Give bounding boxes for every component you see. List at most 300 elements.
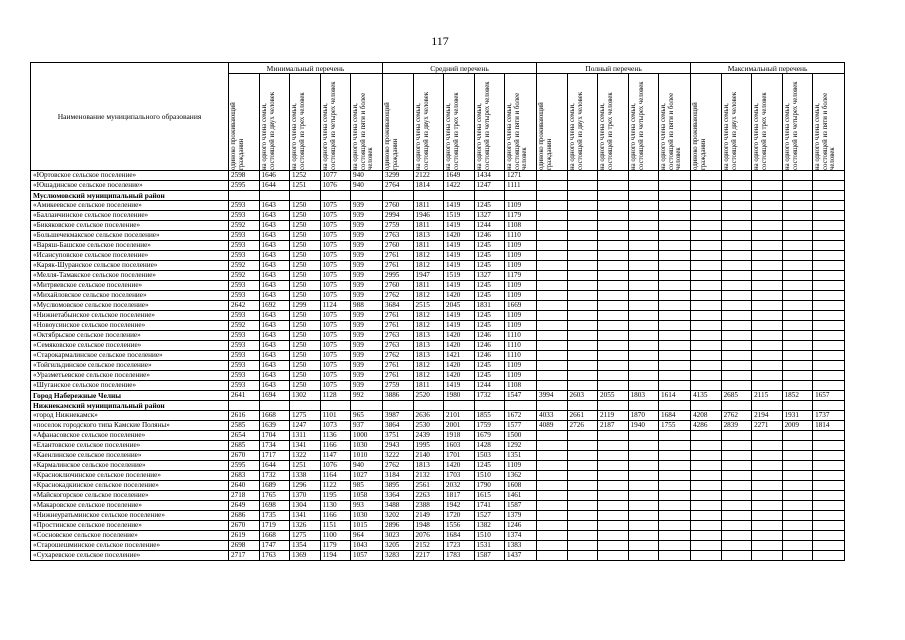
value-cell: 1419 xyxy=(444,201,475,211)
value-cell xyxy=(567,191,598,201)
value-cell: 1275 xyxy=(290,531,321,541)
value-cell xyxy=(752,221,783,231)
value-cell: 1747 xyxy=(259,541,290,551)
value-cell: 2636 xyxy=(413,411,444,421)
value-cell: 2839 xyxy=(721,421,752,431)
value-cell: 2593 xyxy=(229,371,260,381)
value-cell: 939 xyxy=(351,321,383,331)
value-cell: 2603 xyxy=(567,391,598,401)
value-cell xyxy=(659,471,691,481)
value-cell: 3299 xyxy=(383,171,414,181)
municipality-name: «Михайловское сельское поселение» xyxy=(31,291,229,301)
value-cell: 1075 xyxy=(320,271,351,281)
subcolumn-header xyxy=(598,74,629,171)
value-cell: 1422 xyxy=(444,181,475,191)
value-cell: 1075 xyxy=(320,201,351,211)
value-cell: 3751 xyxy=(383,431,414,441)
value-cell: 1110 xyxy=(505,341,537,351)
value-cell: 1811 xyxy=(413,281,444,291)
value-cell xyxy=(628,241,659,251)
value-cell xyxy=(752,351,783,361)
value-cell: 3283 xyxy=(383,551,414,561)
value-cell xyxy=(659,451,691,461)
value-cell xyxy=(752,271,783,281)
value-cell xyxy=(598,461,629,471)
table-row xyxy=(31,431,845,441)
value-cell xyxy=(782,341,813,351)
value-cell: 2654 xyxy=(229,431,260,441)
value-cell: 2994 xyxy=(383,211,414,221)
value-cell: 1668 xyxy=(259,531,290,541)
value-cell: 1130 xyxy=(320,501,351,511)
value-cell xyxy=(537,471,568,481)
table-row xyxy=(31,491,845,501)
value-cell: 1010 xyxy=(351,451,383,461)
value-cell: 1527 xyxy=(474,511,505,521)
value-cell xyxy=(752,491,783,501)
value-cell: 1292 xyxy=(505,441,537,451)
value-cell: 2763 xyxy=(383,341,414,351)
value-cell: 988 xyxy=(351,301,383,311)
value-cell: 1615 xyxy=(474,491,505,501)
value-cell xyxy=(659,461,691,471)
value-cell xyxy=(752,441,783,451)
value-cell: 1271 xyxy=(505,171,537,181)
value-cell: 1741 xyxy=(474,501,505,511)
value-cell: 985 xyxy=(351,481,383,491)
value-cell xyxy=(598,451,629,461)
value-cell: 2661 xyxy=(567,411,598,421)
value-cell: 1684 xyxy=(444,531,475,541)
value-cell xyxy=(691,451,722,461)
value-cell: 1327 xyxy=(474,211,505,221)
value-cell xyxy=(628,301,659,311)
value-cell xyxy=(537,321,568,331)
value-cell xyxy=(567,431,598,441)
table-row xyxy=(31,481,845,491)
value-cell: 1077 xyxy=(320,171,351,181)
value-cell: 1643 xyxy=(259,271,290,281)
value-cell: 1643 xyxy=(259,201,290,211)
value-cell: 2593 xyxy=(229,231,260,241)
value-cell: 1419 xyxy=(444,261,475,271)
value-cell xyxy=(813,351,845,361)
value-cell: 1428 xyxy=(474,441,505,451)
subcolumn-header xyxy=(320,74,351,171)
value-cell: 1109 xyxy=(505,311,537,321)
value-cell xyxy=(567,281,598,291)
value-cell xyxy=(537,291,568,301)
value-cell xyxy=(537,261,568,271)
value-cell: 2670 xyxy=(229,521,260,531)
value-cell: 1420 xyxy=(444,291,475,301)
value-cell: 1109 xyxy=(505,241,537,251)
value-cell xyxy=(659,191,691,201)
value-cell xyxy=(752,541,783,551)
subcolumn-header xyxy=(659,74,691,171)
value-cell: 2119 xyxy=(598,411,629,421)
table-row xyxy=(31,241,845,251)
table-row xyxy=(31,451,845,461)
value-cell xyxy=(598,361,629,371)
value-cell xyxy=(752,261,783,271)
table-row xyxy=(31,351,845,361)
value-cell xyxy=(691,221,722,231)
value-cell: 3202 xyxy=(383,511,414,521)
value-cell: 2642 xyxy=(229,301,260,311)
value-cell: 1587 xyxy=(505,501,537,511)
table-row xyxy=(31,371,845,381)
value-cell: 2640 xyxy=(229,481,260,491)
table-row xyxy=(31,201,845,211)
value-cell xyxy=(598,371,629,381)
value-cell: 939 xyxy=(351,351,383,361)
value-cell: 1734 xyxy=(259,441,290,451)
value-cell: 940 xyxy=(351,461,383,471)
value-cell: 939 xyxy=(351,211,383,221)
value-cell xyxy=(567,341,598,351)
value-cell: 1369 xyxy=(290,551,321,561)
value-cell: 2132 xyxy=(413,471,444,481)
value-cell xyxy=(691,511,722,521)
value-cell xyxy=(413,191,444,201)
value-cell xyxy=(537,441,568,451)
subcolumn-header xyxy=(290,74,321,171)
value-cell xyxy=(567,181,598,191)
value-cell: 1547 xyxy=(505,391,537,401)
value-cell: 1639 xyxy=(259,421,290,431)
subcolumn-header xyxy=(351,74,383,171)
municipality-name: Город Набережные Челны xyxy=(31,391,229,401)
value-cell: 1030 xyxy=(351,511,383,521)
value-cell xyxy=(537,341,568,351)
value-cell: 1668 xyxy=(259,411,290,421)
value-cell: 1075 xyxy=(320,321,351,331)
subcolumn-header xyxy=(444,74,475,171)
value-cell: 939 xyxy=(351,251,383,261)
value-cell: 1783 xyxy=(444,551,475,561)
value-cell: 939 xyxy=(351,201,383,211)
value-cell xyxy=(752,401,783,411)
value-cell xyxy=(537,211,568,221)
value-cell xyxy=(721,381,752,391)
value-cell xyxy=(721,301,752,311)
value-cell xyxy=(721,311,752,321)
value-cell: 2718 xyxy=(229,491,260,501)
subcolumn-header xyxy=(537,74,568,171)
value-cell: 1341 xyxy=(290,441,321,451)
subcolumn-header-label: одиноко проживающий гражданин xyxy=(384,102,399,170)
value-cell xyxy=(567,331,598,341)
value-cell: 1250 xyxy=(290,321,321,331)
value-cell xyxy=(813,211,845,221)
value-cell: 1510 xyxy=(474,531,505,541)
value-cell xyxy=(598,191,629,201)
municipality-name: «Красноключинское сельское поселение» xyxy=(31,471,229,481)
value-cell xyxy=(752,361,783,371)
value-cell xyxy=(351,401,383,411)
value-cell xyxy=(537,301,568,311)
value-cell xyxy=(567,211,598,221)
value-cell xyxy=(537,251,568,261)
value-cell: 1735 xyxy=(259,511,290,521)
value-cell: 2761 xyxy=(383,311,414,321)
value-cell xyxy=(782,181,813,191)
value-cell: 939 xyxy=(351,381,383,391)
value-cell: 1250 xyxy=(290,281,321,291)
subcolumn-header-label: на одного члена семьи, состоящей из четырех человек xyxy=(629,81,645,170)
value-cell xyxy=(813,281,845,291)
value-cell: 1855 xyxy=(474,411,505,421)
value-cell: 1246 xyxy=(474,351,505,361)
value-cell xyxy=(691,321,722,331)
value-cell: 2763 xyxy=(383,331,414,341)
value-cell: 1043 xyxy=(351,541,383,551)
value-cell: 1075 xyxy=(320,371,351,381)
value-cell xyxy=(691,191,722,201)
municipality-name: «Новоусинское сельское поселение» xyxy=(31,321,229,331)
value-cell: 1643 xyxy=(259,331,290,341)
municipality-name: «Муслюмовское сельское поселение» xyxy=(31,301,229,311)
value-cell: 1379 xyxy=(505,511,537,521)
value-cell xyxy=(782,261,813,271)
value-cell: 2592 xyxy=(229,261,260,271)
value-cell: 3994 xyxy=(537,391,568,401)
value-cell: 3184 xyxy=(383,471,414,481)
value-cell: 1995 xyxy=(413,441,444,451)
value-cell: 1250 xyxy=(290,341,321,351)
municipality-name: «Исансуповское сельское поселение» xyxy=(31,251,229,261)
value-cell xyxy=(721,241,752,251)
value-cell xyxy=(752,331,783,341)
value-cell xyxy=(782,501,813,511)
value-cell: 1075 xyxy=(320,341,351,351)
value-cell: 1164 xyxy=(320,471,351,481)
value-cell xyxy=(721,331,752,341)
value-cell xyxy=(782,531,813,541)
value-cell xyxy=(782,461,813,471)
name-column-header: Наименование муниципального образования xyxy=(31,63,229,171)
value-cell: 2592 xyxy=(229,321,260,331)
table-row xyxy=(31,271,845,281)
value-cell xyxy=(813,471,845,481)
value-cell xyxy=(752,341,783,351)
value-cell xyxy=(598,221,629,231)
value-cell: 1244 xyxy=(474,221,505,231)
value-cell xyxy=(598,231,629,241)
value-cell: 1500 xyxy=(505,431,537,441)
value-cell xyxy=(721,341,752,351)
value-cell xyxy=(721,221,752,231)
value-cell xyxy=(537,351,568,361)
value-cell xyxy=(598,471,629,481)
value-cell: 1679 xyxy=(474,431,505,441)
value-cell: 2593 xyxy=(229,351,260,361)
value-cell xyxy=(813,521,845,531)
value-cell: 1814 xyxy=(813,421,845,431)
value-cell xyxy=(782,221,813,231)
value-cell: 1250 xyxy=(290,361,321,371)
value-cell: 2149 xyxy=(413,511,444,521)
value-cell: 1717 xyxy=(259,451,290,461)
table-row xyxy=(31,281,845,291)
value-cell: 1614 xyxy=(659,391,691,401)
value-cell xyxy=(721,491,752,501)
value-cell xyxy=(782,491,813,501)
value-cell: 2101 xyxy=(444,411,475,421)
value-cell xyxy=(813,531,845,541)
value-cell xyxy=(567,321,598,331)
value-cell: 2152 xyxy=(413,541,444,551)
municipality-name: «город Нижнекамск» xyxy=(31,411,229,421)
value-cell xyxy=(691,401,722,411)
value-cell xyxy=(752,181,783,191)
municipality-name: «Нижнетабынское сельское поселение» xyxy=(31,311,229,321)
value-cell: 1247 xyxy=(474,181,505,191)
value-cell xyxy=(782,191,813,201)
value-cell xyxy=(659,311,691,321)
value-cell xyxy=(813,341,845,351)
value-cell: 1110 xyxy=(505,331,537,341)
value-cell xyxy=(537,361,568,371)
value-cell: 939 xyxy=(351,331,383,341)
value-cell: 1643 xyxy=(259,351,290,361)
value-cell xyxy=(537,511,568,521)
subcolumn-header-label: на одного члена семьи, состоящей из четырех человек xyxy=(783,81,799,170)
value-cell xyxy=(598,401,629,411)
value-cell xyxy=(721,291,752,301)
value-cell xyxy=(537,431,568,441)
table-row xyxy=(31,171,845,181)
value-cell xyxy=(721,441,752,451)
value-cell xyxy=(813,301,845,311)
value-cell: 1075 xyxy=(320,261,351,271)
value-cell: 2761 xyxy=(383,361,414,371)
value-cell: 1151 xyxy=(320,521,351,531)
table-row xyxy=(31,511,845,521)
value-cell: 2593 xyxy=(229,251,260,261)
value-cell xyxy=(813,291,845,301)
value-cell xyxy=(659,321,691,331)
value-cell xyxy=(628,171,659,181)
value-cell: 1694 xyxy=(259,391,290,401)
value-cell xyxy=(537,311,568,321)
table-row xyxy=(31,231,845,241)
value-cell xyxy=(383,401,414,411)
value-cell xyxy=(537,371,568,381)
value-cell xyxy=(628,231,659,241)
value-cell xyxy=(721,201,752,211)
value-cell: 1644 xyxy=(259,181,290,191)
municipality-name: «Большечекмакское сельское поселение» xyxy=(31,231,229,241)
value-cell xyxy=(320,191,351,201)
value-cell xyxy=(752,281,783,291)
value-cell: 1245 xyxy=(474,201,505,211)
municipality-name: Нижнекамский муниципальный район xyxy=(31,401,229,411)
value-cell xyxy=(505,191,537,201)
value-cell: 940 xyxy=(351,171,383,181)
value-cell xyxy=(598,541,629,551)
value-cell: 1813 xyxy=(413,461,444,471)
value-cell xyxy=(782,271,813,281)
value-cell xyxy=(721,281,752,291)
value-cell xyxy=(813,271,845,281)
value-cell xyxy=(782,401,813,411)
value-cell: 940 xyxy=(351,181,383,191)
value-cell: 1108 xyxy=(505,381,537,391)
value-cell xyxy=(721,321,752,331)
value-cell: 2762 xyxy=(721,411,752,421)
value-cell: 2686 xyxy=(229,511,260,521)
value-cell: 1109 xyxy=(505,371,537,381)
value-cell: 4033 xyxy=(537,411,568,421)
value-cell xyxy=(782,351,813,361)
value-cell: 939 xyxy=(351,281,383,291)
value-cell: 2616 xyxy=(229,411,260,421)
value-cell: 1075 xyxy=(320,331,351,341)
value-cell: 2439 xyxy=(413,431,444,441)
value-cell: 1510 xyxy=(474,471,505,481)
value-cell xyxy=(721,401,752,411)
value-cell xyxy=(598,441,629,451)
district-row xyxy=(31,191,845,201)
value-cell xyxy=(659,491,691,501)
value-cell: 2561 xyxy=(413,481,444,491)
value-cell xyxy=(567,251,598,261)
value-cell xyxy=(813,501,845,511)
value-cell xyxy=(290,401,321,411)
value-cell: 3205 xyxy=(383,541,414,551)
value-cell: 1684 xyxy=(659,411,691,421)
value-cell xyxy=(567,311,598,321)
value-cell: 1813 xyxy=(413,231,444,241)
value-cell xyxy=(691,261,722,271)
value-cell: 1250 xyxy=(290,251,321,261)
value-cell xyxy=(598,321,629,331)
subcolumn-header-label: одиноко проживающий гражданин xyxy=(230,102,245,170)
value-cell: 3895 xyxy=(383,481,414,491)
value-cell xyxy=(628,381,659,391)
value-cell xyxy=(537,231,568,241)
value-cell: 1075 xyxy=(320,311,351,321)
value-cell xyxy=(598,261,629,271)
value-cell xyxy=(628,181,659,191)
value-cell xyxy=(659,241,691,251)
value-cell: 1643 xyxy=(259,231,290,241)
value-cell xyxy=(537,241,568,251)
value-cell xyxy=(782,431,813,441)
value-cell: 1812 xyxy=(413,291,444,301)
value-cell xyxy=(691,501,722,511)
municipality-name: «Бикяковское сельское поселение» xyxy=(31,221,229,231)
value-cell: 2271 xyxy=(752,421,783,431)
value-cell xyxy=(567,221,598,231)
value-cell: 1245 xyxy=(474,251,505,261)
group-header-maximum: Максимальный перечень xyxy=(691,63,845,74)
value-cell xyxy=(721,171,752,181)
value-cell: 1643 xyxy=(259,291,290,301)
value-cell xyxy=(721,211,752,221)
subcolumn-header-label: на одного члена семьи, состоящей из трех человек xyxy=(753,92,768,170)
value-cell: 1250 xyxy=(290,211,321,221)
value-cell xyxy=(721,251,752,261)
value-cell xyxy=(782,171,813,181)
value-cell xyxy=(721,371,752,381)
value-cell xyxy=(659,221,691,231)
value-cell xyxy=(782,241,813,251)
value-cell: 1101 xyxy=(320,411,351,421)
value-cell: 1124 xyxy=(320,301,351,311)
